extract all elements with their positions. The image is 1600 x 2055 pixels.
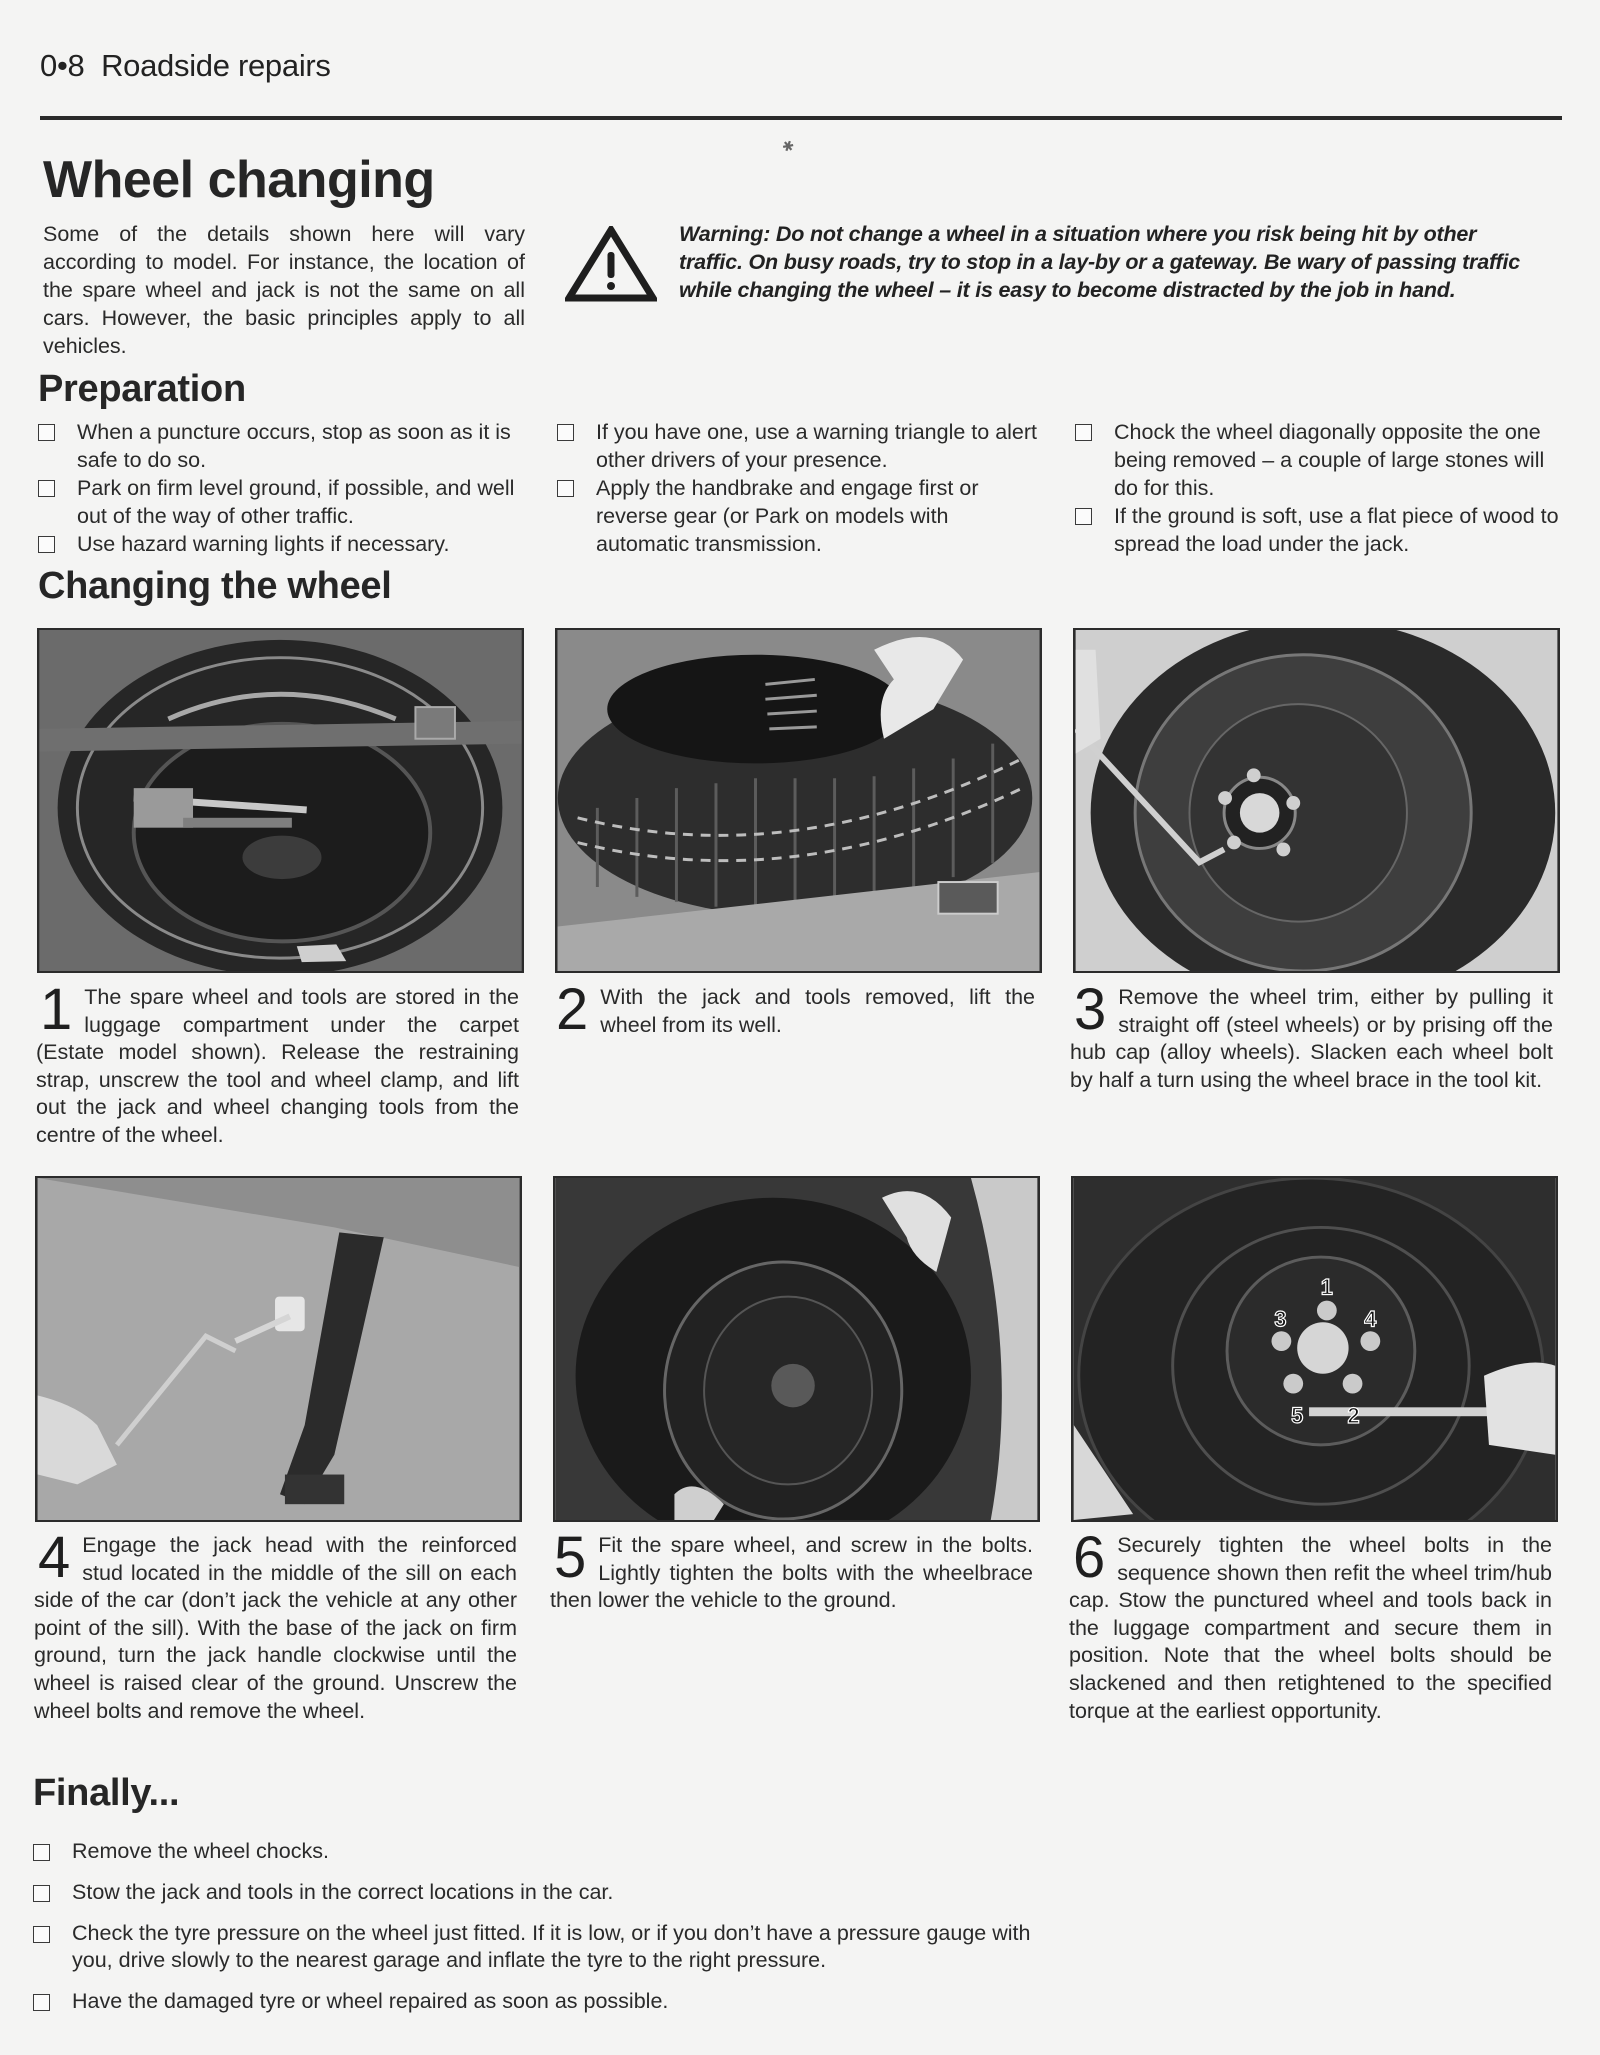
checklist-item: Remove the wheel chocks. xyxy=(33,1838,1133,1865)
checkbox-icon[interactable] xyxy=(38,480,55,497)
fitting-wheel-photo xyxy=(555,1178,1038,1520)
checklist-item: When a puncture occurs, stop as soon as it is safe to do so. xyxy=(38,418,518,474)
checkbox-icon[interactable] xyxy=(33,1994,50,2011)
bolt-label-2: 2 xyxy=(1347,1403,1360,1429)
bolt-sequence-photo xyxy=(1073,1178,1556,1520)
step-5-photo xyxy=(553,1176,1040,1522)
step-1-caption: 1 The spare wheel and tools are stored in the luggage compartment under the carpet (Estate model shown). Release the restraining strap, unscrew the tool and wheel clamp, and lift out the jack and wheel changing tools from the centre of the wheel. xyxy=(36,977,519,1147)
bolt-label-5: 5 xyxy=(1291,1403,1304,1429)
checklist-item: If you have one, use a warning triangle to alert other drivers of your presence. xyxy=(557,418,1047,474)
step-number: 6 xyxy=(1073,1525,1106,1590)
bolt-label-3: 3 xyxy=(1274,1306,1287,1332)
lifting-wheel-photo xyxy=(557,630,1040,971)
preparation-list-col-1 xyxy=(38,418,518,558)
header-rule xyxy=(40,116,1562,120)
checkbox-icon[interactable] xyxy=(1075,508,1092,525)
warning-triangle-icon xyxy=(565,226,657,302)
step-number: 1 xyxy=(40,977,73,1042)
bolt-label-4: 4 xyxy=(1364,1306,1377,1332)
step-5-caption: 5 Fit the spare wheel, and screw in the bolts. Lightly tighten the bolts with the wheelbrace then lower the vehicle to the ground. xyxy=(550,1525,1033,1613)
warning-text: Warning: Do not change a wheel in a situation where you risk being hit by other traffic. On busy roads, try to stop in a lay-by or a gateway. Be wary of passing traffic while changing the wheel – it is easy to become distracted by the job in hand. xyxy=(679,222,1521,302)
page-number: 0•8 xyxy=(40,48,85,83)
step-2-caption: 2 With the jack and tools removed, lift the wheel from its well. xyxy=(556,977,1035,1042)
step-number: 2 xyxy=(556,977,589,1042)
step-number: 3 xyxy=(1074,977,1107,1042)
step-3-photo xyxy=(1073,628,1560,973)
warning-box xyxy=(565,220,1565,304)
checklist-item: Apply the handbrake and engage first or reverse gear (or Park on models with automatic transmission. xyxy=(557,474,1047,558)
step-number: 4 xyxy=(38,1525,71,1590)
checklist-item: Chock the wheel diagonally opposite the one being removed – a couple of large stones will do for this. xyxy=(1075,418,1565,502)
checkbox-icon[interactable] xyxy=(557,424,574,441)
checklist-item: Use hazard warning lights if necessary. xyxy=(38,530,518,558)
checkbox-icon[interactable] xyxy=(33,1885,50,1902)
step-1-photo xyxy=(37,628,524,973)
checkbox-icon[interactable] xyxy=(557,480,574,497)
intro-paragraph: Some of the details shown here will vary according to model. For instance, the location of the spare wheel and jack is not the same on all cars. However, the basic principles apply to all vehicles. xyxy=(43,222,525,358)
changing-heading: Changing the wheel xyxy=(38,565,392,607)
page-title: Wheel changing xyxy=(43,151,435,209)
scan-speck: ✱ xyxy=(779,136,797,156)
checklist-item: Park on firm level ground, if possible, and well out of the way of other traffic. xyxy=(38,474,518,530)
checklist-item: Have the damaged tyre or wheel repaired as soon as possible. xyxy=(33,1988,1133,2015)
bolt-label-1: 1 xyxy=(1320,1274,1333,1300)
step-2-photo xyxy=(555,628,1042,973)
preparation-list-col-2 xyxy=(557,418,1047,558)
checkbox-icon[interactable] xyxy=(33,1926,50,1943)
wheel-brace-photo xyxy=(1075,630,1558,971)
preparation-heading: Preparation xyxy=(38,368,246,410)
checklist-item: If the ground is soft, use a flat piece of wood to spread the load under the jack. xyxy=(1075,502,1565,558)
step-6-photo xyxy=(1071,1176,1558,1522)
finally-heading: Finally... xyxy=(33,1772,180,1814)
preparation-list-col-3 xyxy=(1075,418,1565,558)
section-title: Roadside repairs xyxy=(101,48,331,83)
step-6-caption: 6 Securely tighten the wheel bolts in the sequence shown then refit the wheel trim/hub cap. Stow the punctured wheel and tools back in the luggage compartment and secure them in position. Note that the wheel bolts should be slackened and then retightened to the specified torque at the earliest opportunity. xyxy=(1069,1525,1552,1723)
checkbox-icon[interactable] xyxy=(33,1844,50,1861)
checklist-item: Check the tyre pressure on the wheel just fitted. If it is low, or if you don’t have a pressure gauge with you, drive slowly to the nearest garage and inflate the tyre to the right pressure. xyxy=(33,1920,1133,1974)
step-3-caption: 3 Remove the wheel trim, either by pulling it straight off (steel wheels) or by prising off the hub cap (alloy wheels). Slacken each wheel bolt by half a turn using the wheel brace in the tool kit. xyxy=(1070,977,1553,1092)
jack-photo xyxy=(37,1178,520,1520)
checkbox-icon[interactable] xyxy=(38,424,55,441)
finally-list xyxy=(33,1838,1133,2015)
spare-wheel-photo xyxy=(39,630,522,971)
step-number: 5 xyxy=(554,1525,587,1590)
running-head xyxy=(40,48,331,84)
step-4-photo xyxy=(35,1176,522,1522)
checkbox-icon[interactable] xyxy=(38,536,55,553)
checklist-item: Stow the jack and tools in the correct locations in the car. xyxy=(33,1879,1133,1906)
step-4-caption: 4 Engage the jack head with the reinforced stud located in the middle of the sill on each side of the car (don’t jack the vehicle at any other point of the sill). With the base of the jack on firm ground, turn the jack handle clockwise until the wheel is raised clear of the ground. Unscrew the wheel bolts and remove the wheel. xyxy=(34,1525,517,1723)
checkbox-icon[interactable] xyxy=(1075,424,1092,441)
